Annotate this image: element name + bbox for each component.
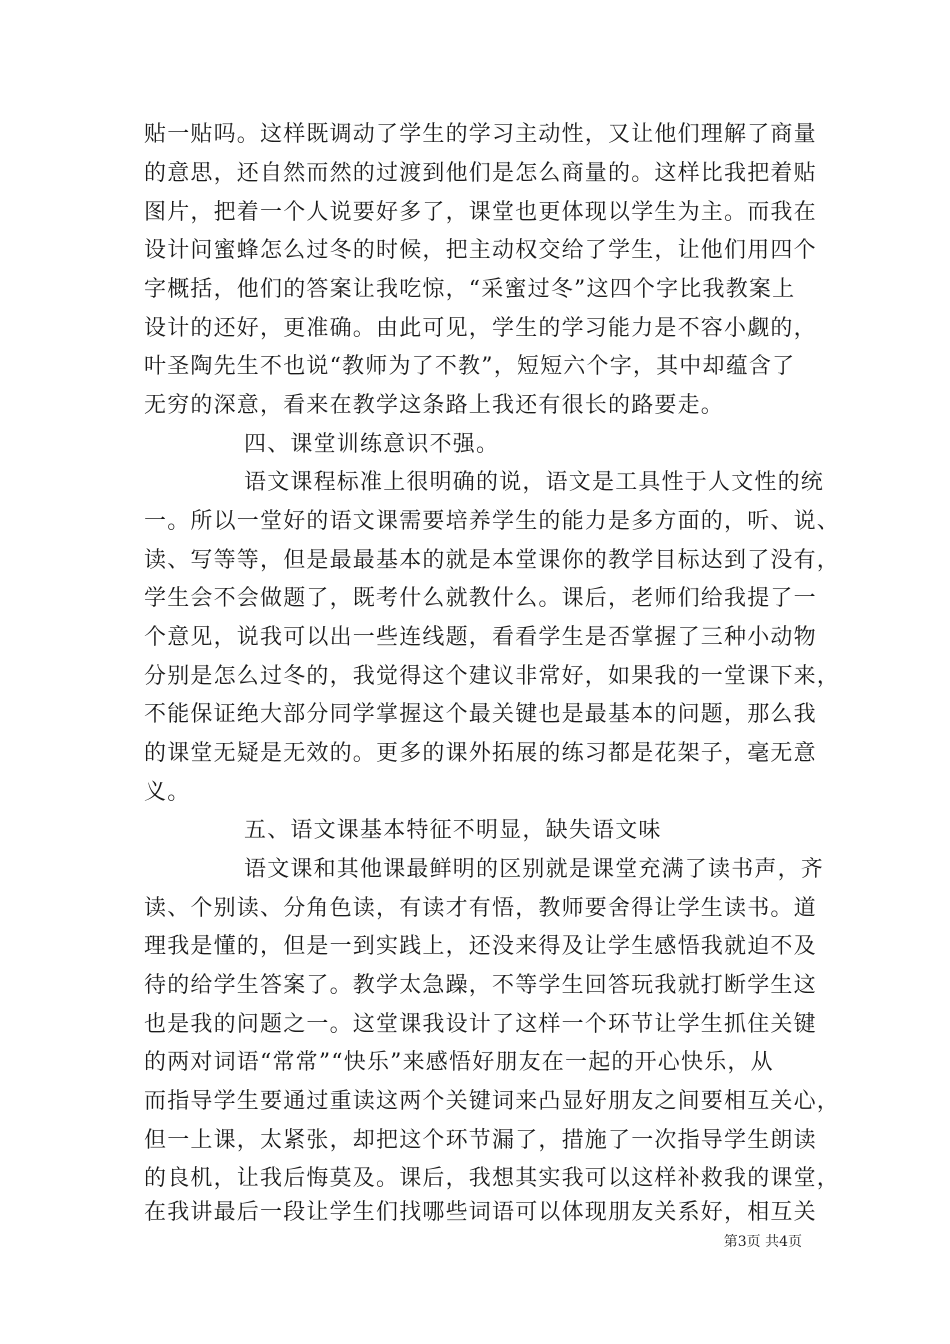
text-line: 叶圣陶先生不也说“教师为了不教”，短短六个字，其中却蕴含了 xyxy=(144,354,796,379)
text-line: 读、个别读、分角色读，有读才有悟，教师要舍得让学生读书。道 xyxy=(144,896,817,921)
page-number-footer xyxy=(724,1233,802,1251)
text-line: 字概括，他们的答案让我吃惊，“采蜜过冬”这四个字比我教案上 xyxy=(144,277,796,302)
text-line: 在我讲最后一段让学生们找哪些词语可以体现朋友关系好，相互关 xyxy=(144,1200,817,1225)
text-line: 图片，把着一个人说要好多了，课堂也更体现以学生为主。而我在 xyxy=(144,200,817,225)
text-line: 的良机，让我后悔莫及。课后，我想其实我可以这样补救我的课堂， xyxy=(144,1166,841,1191)
section-heading: 四、课堂训练意识不强。 xyxy=(244,432,500,457)
text-line: 无穷的深意，看来在教学这条路上我还有很长的路要走。 xyxy=(144,393,725,418)
text-line: 设计的还好，更准确。由此可见，学生的学习能力是不容小觑的， xyxy=(144,316,817,341)
text-line: 理我是懂的，但是一到实践上，还没来得及让学生感悟我就迫不及 xyxy=(144,934,817,959)
text-line: 设计问蜜蜂怎么过冬的时候，把主动权交给了学生，让他们用四个 xyxy=(144,238,817,263)
text-line: 贴一贴吗。这样既调动了学生的学习主动性，又让他们理解了商量 xyxy=(144,122,817,147)
text-line: 学生会不会做题了，既考什么就教什么。课后，老师们给我提了一 xyxy=(144,586,817,611)
text-line: 的意思，还自然而然的过渡到他们是怎么商量的。这样比我把着贴 xyxy=(144,161,817,186)
footer-middle: 页 共 xyxy=(746,1234,780,1250)
current-page-number: 3 xyxy=(737,1234,747,1250)
text-line: 读、写等等，但是最最基本的就是本堂课你的教学目标达到了没有， xyxy=(144,548,841,573)
footer-suffix: 页 xyxy=(788,1234,802,1250)
total-page-number: 4 xyxy=(779,1234,788,1250)
text-line: 待的给学生答案了。教学太急躁，不等学生回答玩我就打断学生这 xyxy=(144,973,817,998)
text-line: 不能保证绝大部分同学掌握这个最关键也是最基本的问题，那么我 xyxy=(144,702,817,727)
text-line: 也是我的问题之一。这堂课我设计了这样一个环节让学生抓住关键 xyxy=(144,1012,817,1037)
text-line: 的两对词语“常常”“快乐”来感悟好朋友在一起的开心快乐，从 xyxy=(144,1050,774,1075)
footer-prefix: 第 xyxy=(723,1234,738,1250)
text-line: 义。 xyxy=(144,780,191,805)
text-line: 的课堂无疑是无效的。更多的课外拓展的练习都是花架子，毫无意 xyxy=(144,741,817,766)
paragraph-start-line: 语文课程标准上很明确的说，语文是工具性于人文性的统 xyxy=(244,470,825,495)
text-line: 个意见，说我可以出一些连线题，看看学生是否掌握了三种小动物 xyxy=(144,625,817,650)
section-heading: 五、语文课基本特征不明显，缺失语文味 xyxy=(244,818,662,843)
text-line: 分别是怎么过冬的，我觉得这个建议非常好，如果我的一堂课下来， xyxy=(144,664,841,689)
text-line: 而指导学生要通过重读这两个关键词来凸显好朋友之间要相互关心， xyxy=(144,1089,841,1114)
paragraph-start-line: 语文课和其他课最鲜明的区别就是课堂充满了读书声，齐 xyxy=(244,857,825,882)
text-line: 一。所以一堂好的语文课需要培养学生的能力是多方面的，听、说、 xyxy=(144,509,841,534)
text-line: 但一上课，太紧张，却把这个环节漏了，措施了一次指导学生朗读 xyxy=(144,1128,817,1153)
